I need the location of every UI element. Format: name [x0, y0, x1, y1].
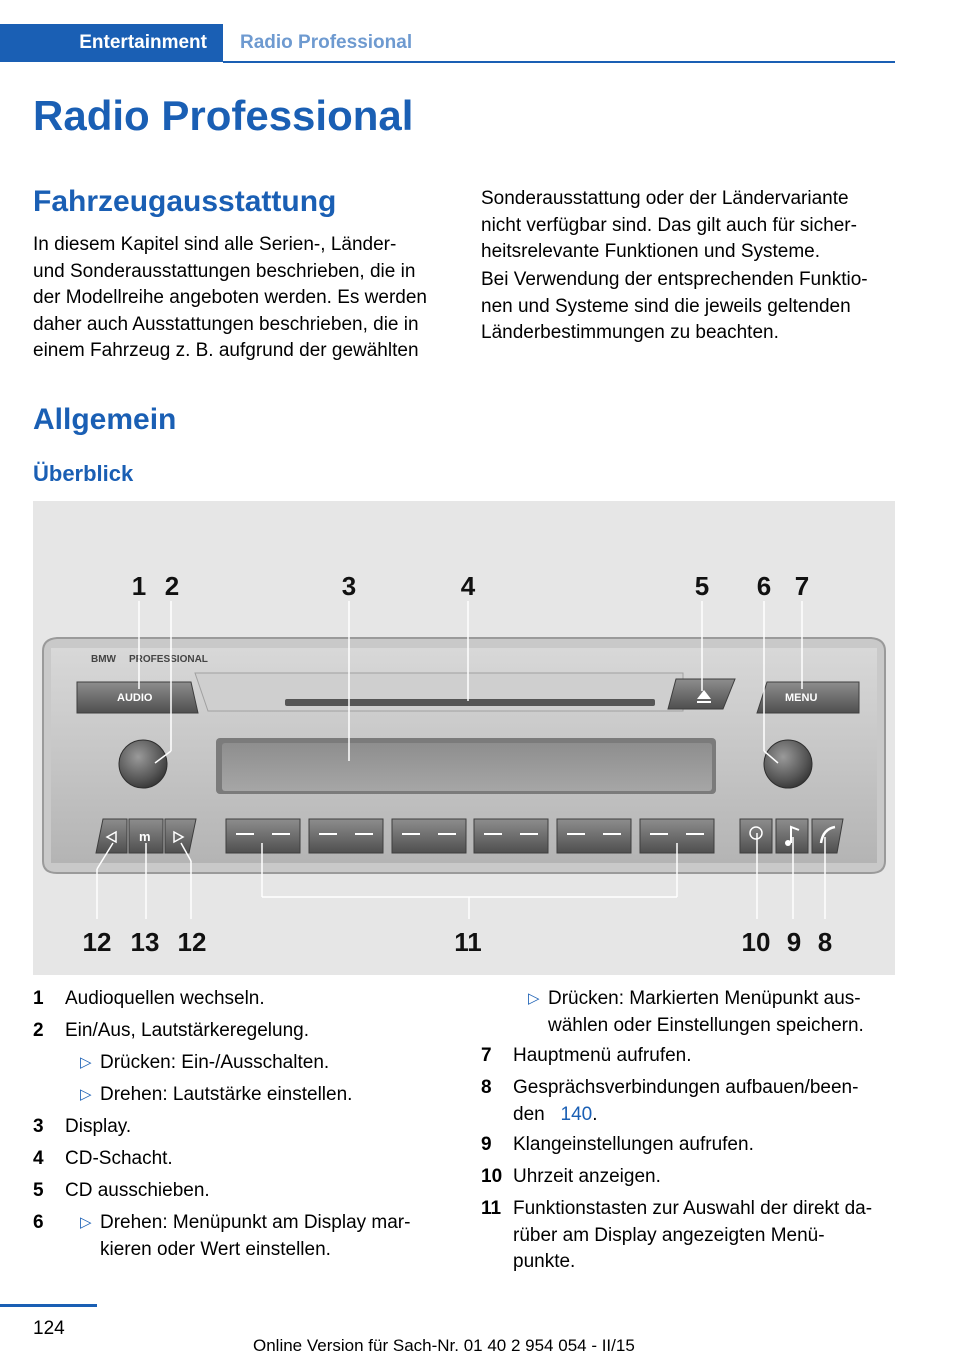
cd-slot [285, 699, 655, 706]
radio-drawing [33, 501, 895, 975]
phone-button [812, 819, 843, 853]
sub-item-text [100, 1210, 410, 1263]
brand-text: BMW [91, 654, 116, 665]
item-text: Hauptmenü aufrufen. [513, 1045, 692, 1066]
text-line: und Sonderausstattungen beschrieben, die in [33, 260, 416, 282]
text-line: kieren oder Wert einstellen. [100, 1238, 331, 1260]
item-text: Display. [65, 1116, 132, 1137]
text-line: Drehen: Menüpunkt am Display mar- [100, 1212, 411, 1233]
intro-paragraph-col2 [481, 186, 901, 266]
footer-note: Online Version für Sach-Nr. 01 40 2 954 054 - II/15 [253, 1336, 635, 1355]
text-line: In diesem Kapitel sind alle Serien-, Länder- [33, 234, 397, 255]
text-line: heitsrelevante Funktionen und Systeme. [481, 241, 821, 263]
callout-5: 5 [694, 571, 710, 601]
sub-item-text [548, 986, 864, 1039]
text-line: Länderbestimmungen zu beachten. [481, 322, 779, 344]
item-number: 8 [481, 1077, 492, 1098]
item-number: 10 [481, 1166, 503, 1187]
text-line: rüber am Display angezeigten Menü- [513, 1224, 825, 1246]
text-line: Gesprächsverbindungen aufbauen/been- [513, 1077, 859, 1098]
item-number: 5 [33, 1180, 44, 1201]
item-number: 9 [481, 1134, 492, 1155]
triangle-bullet-icon: ▷ [80, 1086, 92, 1103]
item-number: 11 [481, 1198, 502, 1219]
header-rule [223, 61, 895, 63]
callout-6: 6 [756, 571, 772, 601]
text-fragment: den [513, 1103, 545, 1125]
item-number: 4 [33, 1148, 44, 1169]
text-line: einem Fahrzeug z. B. aufgrund der gewählten [33, 340, 419, 362]
triangle-bullet-icon: ▷ [80, 1054, 92, 1071]
item-number: 2 [33, 1020, 44, 1041]
function-key [392, 819, 466, 853]
item-text [513, 1196, 872, 1276]
sub-item-text: Drehen: Lautstärke einstellen. [100, 1084, 353, 1105]
page-reference-link[interactable]: 140 [560, 1103, 593, 1125]
volume-knob [119, 740, 167, 788]
callout-4: 4 [460, 571, 476, 601]
text-line: Sonderausstattung oder der Ländervariante [481, 188, 849, 209]
clock-button [740, 819, 772, 853]
section-heading-fahrzeugausstattung: Fahrzeugausstattung [33, 185, 337, 218]
item-number: 7 [481, 1045, 492, 1066]
item-text: CD ausschieben. [65, 1180, 210, 1201]
text-line [513, 1102, 858, 1129]
intro-paragraph-col1 [33, 232, 453, 365]
footer-rule [0, 1304, 97, 1307]
callout-1: 1 [131, 571, 147, 601]
callout-12a: 12 [82, 927, 112, 957]
text-line: Funktionstasten zur Auswahl der direkt da- [513, 1198, 873, 1219]
callout-3: 3 [341, 571, 357, 601]
text-line: Drücken: Markierten Menüpunkt aus- [548, 988, 861, 1009]
section-heading-allgemein: Allgemein [33, 403, 177, 436]
intro-paragraph-col2b [481, 267, 901, 347]
item-text [513, 1075, 858, 1128]
callout-2: 2 [164, 571, 180, 601]
item-number: 3 [33, 1116, 44, 1137]
callout-7: 7 [794, 571, 810, 601]
text-line: der Modellreihe angeboten werden. Es werden [33, 287, 427, 309]
function-key [226, 819, 300, 853]
text-line: nicht verfügbar sind. Das gilt auch für sicher- [481, 214, 857, 236]
text-line: punkte. [513, 1251, 576, 1273]
function-key [557, 819, 631, 853]
triangle-bullet-icon: ▷ [80, 1214, 92, 1231]
item-text: Ein/Aus, Lautstärkeregelung. [65, 1020, 309, 1041]
item-number: 6 [33, 1212, 44, 1233]
triangle-bullet-icon: ▷ [528, 990, 540, 1007]
text-line: daher auch Ausstattungen beschrieben, die in [33, 313, 419, 335]
function-key [309, 819, 383, 853]
callout-12b: 12 [177, 927, 207, 957]
item-text: Audioquellen wechseln. [65, 988, 265, 1009]
callout-8: 8 [817, 927, 833, 957]
callout-13: 13 [130, 927, 160, 957]
callout-9: 9 [786, 927, 802, 957]
audio-button-label: AUDIO [117, 692, 153, 704]
menu-button-label: MENU [785, 692, 818, 704]
m-button-label: m [139, 829, 151, 844]
item-number: 1 [33, 988, 44, 1009]
callout-11: 11 [454, 927, 482, 957]
subheading-ueberblick: Überblick [33, 461, 134, 486]
tab-radio-professional[interactable]: Radio Professional [240, 32, 413, 53]
tab-entertainment[interactable] [0, 24, 223, 62]
item-text: Klangeinstellungen aufrufen. [513, 1134, 754, 1155]
page-number: 124 [33, 1318, 65, 1339]
radio-illustration [33, 501, 895, 975]
menu-knob [764, 740, 812, 788]
function-key [474, 819, 548, 853]
brand-model-text: PROFESSIONAL [129, 654, 208, 665]
text-fragment: . [592, 1103, 598, 1125]
text-line: Bei Verwendung der entsprechenden Funktio- [481, 269, 868, 290]
callout-10: 10 [741, 927, 771, 957]
item-text: CD-Schacht. [65, 1148, 173, 1169]
item-text: Uhrzeit anzeigen. [513, 1166, 661, 1187]
page-title: Radio Professional [33, 92, 414, 139]
header-tab-bar [0, 24, 895, 62]
tab-entertainment-label: Entertainment [79, 32, 207, 53]
text-line: nen und Systeme sind die jeweils geltenden [481, 295, 851, 317]
text-line: wählen oder Einstellungen speichern. [548, 1014, 864, 1036]
sub-item-text: Drücken: Ein-/Ausschalten. [100, 1052, 330, 1073]
